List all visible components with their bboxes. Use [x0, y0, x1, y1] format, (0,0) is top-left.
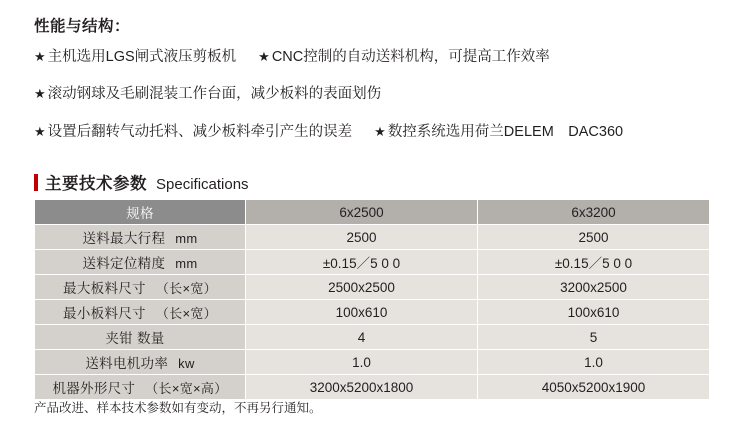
- row-value: 4050x5200x1900: [478, 375, 710, 400]
- row-label: [35, 300, 246, 325]
- bullet-star-icon: ★: [34, 86, 46, 102]
- row-label-text: 送料定位精度: [82, 256, 166, 271]
- feature-line: [34, 49, 714, 66]
- row-label-unit: mm: [175, 231, 198, 246]
- specifications-heading: [34, 170, 249, 194]
- bullet-star-icon: ★: [34, 123, 46, 139]
- bullet-star-icon: ★: [34, 49, 46, 64]
- row-label: [35, 350, 246, 375]
- row-value: 2500: [246, 225, 478, 250]
- row-value: 3200x5200x1800: [246, 375, 478, 400]
- row-label-unit: kw: [178, 356, 195, 371]
- table-row: [35, 375, 710, 400]
- row-label-text: 机器外形尺寸: [52, 381, 136, 396]
- bullet-star-icon: ★: [258, 49, 270, 64]
- row-value: 2500: [478, 225, 710, 250]
- row-label: [35, 225, 246, 250]
- features-title: 性能与结构：: [34, 18, 131, 35]
- row-value: ±0.15／5 0 0: [246, 250, 478, 275]
- table-row: [35, 275, 710, 300]
- feature-text: 数控系统选用荷兰DELEM DAC360: [387, 123, 624, 140]
- feature-text: 滚动钢球及毛刷混装工作台面，减少板料的表面划伤: [47, 86, 382, 103]
- row-value: 100x610: [246, 300, 478, 325]
- table-row: [35, 300, 710, 325]
- row-label-unit: （长×宽）: [155, 281, 217, 296]
- row-label-unit: （长×宽×高）: [145, 381, 228, 396]
- row-value: 100x610: [478, 300, 710, 325]
- row-label-text: 最小板料尺寸: [63, 306, 146, 321]
- row-value: 1.0: [478, 350, 710, 375]
- table-row: [35, 225, 710, 250]
- row-label-unit: mm: [175, 256, 198, 271]
- row-value: ±0.15／5 0 0: [478, 250, 710, 275]
- table-row: [35, 250, 710, 275]
- row-value: 2500x2500: [246, 275, 478, 300]
- table-header-label: 规格: [35, 200, 246, 225]
- specifications-table: [34, 199, 710, 400]
- row-label: [35, 250, 246, 275]
- feature-line: [34, 124, 714, 141]
- accent-bar: [34, 174, 38, 191]
- specifications-title-en: Specifications: [156, 176, 249, 193]
- table-row: [35, 350, 710, 375]
- row-value: 4: [246, 325, 478, 350]
- row-label: [35, 375, 246, 400]
- features-section: [34, 14, 714, 161]
- row-value: 5: [478, 325, 710, 350]
- table-header-value: 6x3200: [478, 200, 710, 225]
- feature-line: [34, 86, 714, 103]
- feature-text: CNC控制的自动送料机构，可提高工作效率: [271, 49, 550, 65]
- table-header-row: [35, 200, 710, 225]
- table-row: [35, 325, 710, 350]
- footer-note: 产品改进、样本技术参数如有变动，不再另行通知。: [34, 401, 322, 415]
- row-label: [35, 275, 246, 300]
- row-value: 1.0: [246, 350, 478, 375]
- specifications-title-cn: 主要技术参数: [45, 175, 147, 193]
- row-label: [35, 325, 246, 350]
- row-label-text: 送料最大行程: [82, 231, 166, 246]
- table-header-value: 6x2500: [246, 200, 478, 225]
- row-value: 3200x2500: [478, 275, 710, 300]
- feature-text: 主机选用LGS闸式液压剪板机: [47, 49, 237, 65]
- row-label-text: 最大板料尺寸: [63, 281, 146, 296]
- row-label-text: 送料电机功率: [85, 356, 169, 371]
- bullet-star-icon: ★: [374, 123, 386, 139]
- feature-text: 设置后翻转气动托料、减少板料牵引产生的误差: [47, 123, 353, 140]
- row-label-unit: （长×宽）: [155, 306, 217, 321]
- row-label-text: 夹钳 数量: [105, 331, 165, 346]
